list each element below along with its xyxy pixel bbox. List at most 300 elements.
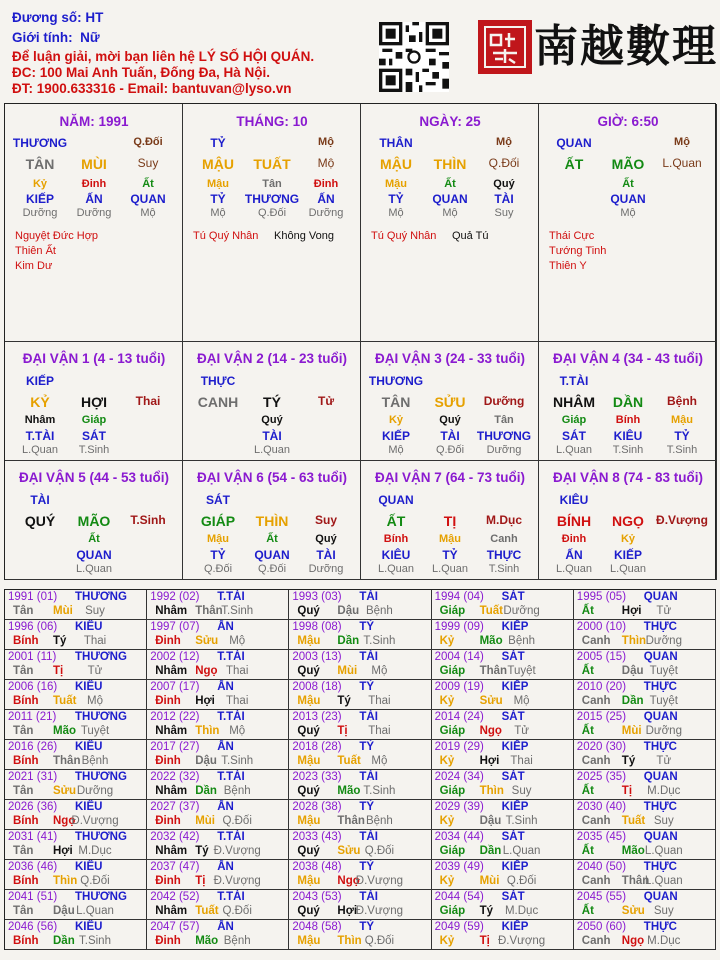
year-state: M.Dục	[504, 905, 539, 917]
year-state: T.Sinh	[505, 815, 538, 827]
year-god: QUAN	[643, 591, 678, 603]
hidden-god: THƯƠNG	[244, 192, 300, 206]
year-label: 2044 (54)	[434, 891, 484, 903]
year-stem: Kỷ	[439, 695, 455, 707]
year-cell	[574, 920, 716, 950]
year-stem: Canh	[581, 755, 611, 767]
address-line: ĐC: 100 Mai Anh Tuấn, Đống Đa, Hà Nội.	[12, 65, 271, 80]
year-god: QUAN	[643, 891, 678, 903]
phone-line: ĐT: 1900.633316 - Email: bantuvan@lyso.vn	[12, 81, 292, 96]
years-grid	[4, 589, 716, 950]
hidden-god: TỶ	[442, 548, 458, 562]
year-god: THƯƠNG	[75, 831, 127, 843]
year-state: L.Quan	[644, 845, 683, 857]
year-cell	[289, 710, 431, 740]
year-cell	[432, 890, 574, 920]
year-stem: Nhâm	[155, 845, 188, 857]
year-cell	[5, 620, 147, 650]
year-god: ẤN	[217, 861, 234, 873]
year-stem: Nhâm	[155, 665, 188, 677]
pillar-cell-2	[361, 104, 539, 342]
year-state: Suy	[653, 815, 674, 827]
year-branch: Tuất	[53, 695, 77, 707]
dai-van-main-1: THÌN	[255, 513, 289, 529]
year-branch: Tý	[53, 635, 67, 647]
year-label: 1991 (01)	[8, 591, 58, 603]
year-stem: Quý	[297, 725, 320, 737]
year-state: Tuyệt	[507, 665, 536, 677]
year-state: Tuyệt	[649, 665, 678, 677]
dai-van-main-1: MÃO	[77, 513, 111, 529]
dai-van-main-0: TÂN	[381, 394, 411, 410]
year-label: 1997 (07)	[150, 621, 200, 633]
pillar-top-god: THÂN	[379, 136, 413, 150]
pillar-top-state: Q.Đối	[133, 136, 163, 148]
year-branch: Mùi	[53, 605, 73, 617]
hidden-state: L.Quan	[609, 563, 647, 575]
pillar-top-state: Mộ	[318, 136, 334, 148]
year-stem: Nhâm	[155, 785, 188, 797]
hidden-stem: Đinh	[313, 178, 339, 190]
year-god: T.TÀI	[217, 651, 245, 663]
year-god: KIÊU	[75, 801, 103, 813]
year-state: Q.Đối	[80, 875, 110, 887]
year-branch: Tuất	[195, 905, 219, 917]
year-state: Bệnh	[223, 935, 251, 947]
year-state: Tử	[514, 725, 529, 737]
year-state: Đ.Vượng	[71, 815, 119, 827]
year-cell	[147, 650, 289, 680]
hidden-god: TỶ	[388, 192, 404, 206]
star-item: Thiên Ất	[15, 245, 56, 257]
hidden-stem: Kỷ	[388, 414, 404, 426]
dai-van-main-1: HỢI	[81, 394, 107, 410]
year-state: Tử	[656, 605, 672, 617]
year-state: Tử	[87, 665, 103, 677]
hidden-god: ẤN	[317, 192, 335, 206]
year-stem: Canh	[581, 815, 611, 827]
pillar-main-2: Mộ	[317, 156, 335, 170]
year-stem: Mậu	[297, 935, 321, 947]
year-god: TỶ	[359, 741, 375, 753]
year-cell	[147, 770, 289, 800]
hidden-god: T.TÀI	[25, 429, 55, 443]
year-stem: Đinh	[155, 755, 181, 767]
pillar-main-1: THÌN	[433, 156, 467, 172]
year-state: Bệnh	[508, 635, 536, 647]
year-stem: Ất	[581, 605, 594, 617]
year-state: Dưỡng	[645, 725, 682, 737]
year-branch: Tý	[479, 905, 494, 917]
year-state: Bệnh	[365, 815, 393, 827]
year-stem: Mậu	[297, 635, 321, 647]
year-cell	[5, 800, 147, 830]
year-label: 2040 (50)	[576, 861, 627, 873]
year-god: QUAN	[643, 651, 678, 663]
hidden-god: QUAN	[76, 548, 112, 562]
year-label: 2019 (29)	[434, 741, 484, 753]
gioi-tinh	[12, 30, 100, 45]
contact-line: Để luận giải, mời bạn liên hệ LÝ SỐ HỘI QUÁN.	[12, 49, 315, 64]
year-branch: Hợi	[337, 905, 358, 917]
pillar-top-god: QUAN	[556, 136, 592, 150]
year-stem: Ất	[581, 785, 594, 797]
year-god: KIẾP	[501, 861, 529, 873]
year-label: 2014 (24)	[434, 711, 484, 723]
year-state: Bệnh	[81, 755, 109, 767]
year-god: TỶ	[359, 861, 375, 873]
pillar-cell-0	[5, 104, 183, 342]
year-cell	[432, 830, 574, 860]
year-stem: Canh	[581, 695, 611, 707]
hidden-state: L.Quan	[75, 563, 113, 575]
year-branch: Sửu	[479, 695, 503, 707]
year-god: THỰC	[643, 801, 677, 813]
year-state: Thai	[368, 725, 391, 737]
dai-van-god: SÁT	[206, 493, 230, 507]
year-branch: Ngọ	[53, 815, 76, 827]
year-branch: Tý	[337, 695, 351, 707]
year-cell	[289, 860, 431, 890]
year-label: 1998 (08)	[292, 621, 342, 633]
year-branch: Sửu	[621, 905, 645, 917]
hidden-state: L.Quan	[555, 444, 593, 456]
year-cell	[289, 590, 431, 620]
pillar-main-0: MẬU	[202, 156, 234, 172]
year-label: 2030 (40)	[576, 801, 627, 813]
hidden-stem: Đinh	[561, 533, 587, 545]
year-stem: Bính	[13, 755, 39, 767]
year-label: 2048 (58)	[292, 921, 342, 933]
year-god: TỶ	[359, 621, 375, 633]
year-branch: Mùi	[337, 665, 358, 677]
year-state: Thai	[368, 695, 391, 707]
year-god: THƯƠNG	[75, 591, 127, 603]
hidden-stem: Kỷ	[620, 533, 636, 545]
year-label: 2046 (56)	[8, 921, 58, 933]
dai-van-cell-7	[361, 461, 539, 580]
year-stem: Đinh	[155, 875, 181, 887]
year-stem: Mậu	[297, 815, 321, 827]
year-label: 2009 (19)	[434, 681, 484, 693]
year-label: 2031 (41)	[8, 831, 58, 843]
year-branch: Tuất	[621, 815, 646, 827]
hidden-god: KIẾP	[25, 192, 55, 206]
dai-van-title: ĐẠI VẬN 6 (54 - 63 tuổi)	[196, 470, 348, 485]
year-cell	[5, 710, 147, 740]
year-cell	[5, 770, 147, 800]
star-item: Nguyệt Đức Hợp	[15, 230, 99, 242]
year-state: Dưỡng	[503, 605, 540, 617]
seal-icon	[478, 20, 532, 74]
year-cell	[5, 650, 147, 680]
year-state: T.Sinh	[79, 935, 111, 947]
year-state: Thai	[226, 695, 249, 707]
hidden-stem: Ất	[88, 533, 100, 545]
year-state: Đ.Vượng	[213, 845, 261, 857]
year-state: Q.Đối	[364, 935, 395, 947]
year-stem: Canh	[581, 875, 611, 887]
year-god: KIẾP	[501, 741, 529, 753]
star-item: Tú Quý Nhân	[193, 230, 259, 242]
year-branch: Tị	[337, 725, 348, 737]
dai-van-main-0: ẤT	[386, 513, 406, 529]
ma-so: Đương số: HT	[12, 10, 104, 25]
hidden-state: L.Quan	[555, 563, 593, 575]
year-branch: Ngọ	[621, 935, 645, 947]
year-state: M.Dục	[647, 935, 681, 947]
year-god: T.TÀI	[217, 711, 245, 723]
hidden-stem: Bính	[383, 533, 409, 545]
dai-van-title: ĐẠI VẬN 4 (34 - 43 tuổi)	[552, 351, 704, 366]
year-god: TỶ	[359, 801, 375, 813]
year-state: Tuyệt	[649, 695, 678, 707]
year-label: 2002 (12)	[150, 651, 200, 663]
star-item: Không Vong	[274, 230, 334, 242]
year-cell	[574, 770, 716, 800]
pillars-grid	[4, 103, 716, 580]
hidden-state: L.Quan	[431, 563, 469, 575]
year-cell	[5, 590, 147, 620]
year-cell	[147, 590, 289, 620]
year-cell	[432, 650, 574, 680]
year-god: TÀI	[359, 651, 378, 663]
year-stem: Tân	[13, 785, 34, 797]
year-cell	[289, 830, 431, 860]
year-state: Dưỡng	[645, 635, 682, 647]
year-label: 2047 (57)	[150, 921, 200, 933]
year-cell	[289, 680, 431, 710]
year-label: 2016 (26)	[8, 741, 58, 753]
year-stem: Tân	[13, 845, 34, 857]
dai-van-cell-3	[361, 342, 539, 461]
hidden-stem: Bính	[615, 414, 641, 426]
year-state: Dưỡng	[76, 785, 114, 797]
hidden-god: TÀI	[494, 192, 514, 206]
hidden-stem: Giáp	[561, 414, 587, 426]
year-god: ẤN	[217, 801, 234, 813]
year-branch: Mùi	[621, 725, 642, 737]
pillar-main-1: TUẤT	[253, 156, 291, 172]
year-god: KIẾP	[501, 921, 529, 933]
dai-van-cell-5	[5, 461, 183, 580]
year-label: 1995 (05)	[576, 591, 627, 603]
hidden-state: L.Quan	[21, 444, 59, 456]
year-god: QUAN	[643, 831, 678, 843]
hidden-god: KIẾP	[613, 548, 643, 562]
year-god: THỰC	[643, 861, 677, 873]
dai-van-main-0: NHÂM	[553, 394, 595, 410]
year-state: T.Sinh	[363, 635, 396, 647]
hidden-god: TỶ	[210, 192, 226, 206]
year-stem: Giáp	[439, 785, 466, 797]
year-branch: Dậu	[621, 665, 644, 677]
hidden-god: TÀI	[262, 429, 282, 443]
hidden-god: THƯƠNG	[476, 429, 532, 443]
year-branch: Tị	[479, 935, 490, 947]
year-branch: Tị	[195, 875, 206, 887]
year-branch: Mùi	[479, 875, 500, 887]
year-label: 2011 (21)	[8, 711, 57, 723]
year-state: T.Sinh	[221, 605, 254, 617]
year-god: THỰC	[643, 621, 677, 633]
year-state: Thai	[83, 635, 107, 647]
year-stem: Giáp	[439, 605, 466, 617]
year-cell	[5, 860, 147, 890]
hidden-state: Mộ	[388, 207, 404, 219]
hidden-god: KIÊU	[381, 548, 411, 562]
year-stem: Canh	[581, 935, 611, 947]
hidden-state: Dưỡng	[308, 563, 344, 575]
year-stem: Ất	[581, 845, 594, 857]
year-label: 2000 (10)	[576, 621, 627, 633]
hidden-stem: Mậu	[207, 533, 229, 545]
year-cell	[432, 710, 574, 740]
year-god: THƯƠNG	[75, 771, 127, 783]
dai-van-title: ĐẠI VẬN 5 (44 - 53 tuổi)	[18, 470, 170, 485]
hidden-god: SÁT	[82, 429, 106, 443]
year-label: 2037 (47)	[150, 861, 200, 873]
year-stem: Quý	[297, 905, 320, 917]
brand-title: 南越數理	[534, 21, 718, 72]
year-stem: Tân	[13, 725, 34, 737]
year-god: SÁT	[501, 591, 525, 603]
year-branch: Ngọ	[337, 875, 360, 887]
year-stem: Đinh	[155, 635, 181, 647]
year-cell	[289, 650, 431, 680]
year-cell	[574, 890, 716, 920]
hidden-state: T.Sinh	[78, 444, 110, 456]
dai-van-title: ĐẠI VẬN 1 (4 - 13 tuổi)	[22, 351, 166, 366]
year-branch: Mùi	[195, 815, 215, 827]
year-branch: Thìn	[195, 725, 220, 737]
pillar-main-2: Suy	[137, 156, 159, 170]
year-stem: Đinh	[155, 815, 181, 827]
year-stem: Ất	[581, 905, 594, 917]
hidden-state: Q.Đối	[257, 207, 287, 219]
hidden-stem: Mậu	[671, 414, 693, 426]
year-god: THỰC	[643, 681, 677, 693]
year-god: TÀI	[359, 771, 378, 783]
year-cell	[289, 620, 431, 650]
year-label: 2003 (13)	[292, 651, 342, 663]
year-label: 2025 (35)	[576, 771, 627, 783]
year-stem: Kỷ	[439, 755, 455, 767]
year-god: KIÊU	[75, 861, 103, 873]
year-branch: Tuất	[479, 605, 504, 617]
year-stem: Giáp	[439, 845, 466, 857]
year-cell	[574, 860, 716, 890]
hidden-god: QUAN	[610, 192, 646, 206]
dai-van-title: ĐẠI VẬN 2 (14 - 23 tuổi)	[196, 351, 348, 366]
year-cell	[432, 680, 574, 710]
hidden-state: Mộ	[388, 444, 404, 456]
year-god: KIÊU	[75, 741, 103, 753]
year-state: T.Sinh	[363, 785, 396, 797]
dai-van-main-1: DẦN	[612, 394, 644, 410]
pillar-title: GIỜ: 6:50	[597, 114, 659, 129]
hidden-god: TÀI	[316, 548, 336, 562]
year-stem: Tân	[13, 665, 34, 677]
hidden-state: Dưỡng	[22, 207, 58, 219]
year-god: T.TÀI	[217, 891, 245, 903]
dai-van-main-1: SỬU	[434, 394, 466, 410]
dai-van-main-2: Suy	[314, 513, 338, 527]
year-stem: Đinh	[155, 695, 181, 707]
year-label: 2035 (45)	[576, 831, 627, 843]
year-stem: Quý	[297, 845, 320, 857]
year-label: 1993 (03)	[292, 591, 342, 603]
year-stem: Nhâm	[155, 725, 188, 737]
hidden-god: ẤN	[565, 548, 583, 562]
year-label: 2022 (32)	[150, 771, 200, 783]
year-branch: Thìn	[337, 935, 362, 947]
dai-van-god: TÀI	[30, 493, 50, 507]
year-label: 2013 (23)	[292, 711, 342, 723]
hidden-state: Q.Đối	[203, 563, 233, 575]
year-stem: Giáp	[439, 725, 466, 737]
year-label: 2007 (17)	[150, 681, 200, 693]
dai-van-cell-2	[183, 342, 361, 461]
year-branch: Thìn	[479, 785, 504, 797]
hidden-stem: Ất	[444, 178, 456, 190]
year-cell	[147, 680, 289, 710]
year-stem: Kỷ	[439, 875, 455, 887]
dai-van-cell-1	[5, 342, 183, 461]
year-label: 1992 (02)	[150, 591, 200, 603]
hidden-stem: Mậu	[385, 178, 407, 190]
year-god: SÁT	[501, 831, 525, 843]
year-label: 2020 (30)	[576, 741, 627, 753]
year-cell	[432, 800, 574, 830]
year-label: 2010 (20)	[576, 681, 627, 693]
year-label: 2024 (34)	[434, 771, 484, 783]
year-state: L.Quan	[644, 875, 683, 887]
year-god: SÁT	[501, 651, 525, 663]
year-branch: Dần	[195, 785, 217, 797]
year-god: THƯƠNG	[75, 711, 127, 723]
hidden-state: Mộ	[442, 207, 458, 219]
year-god: T.TÀI	[217, 831, 245, 843]
year-label: 2018 (28)	[292, 741, 342, 753]
pillar-title: NGÀY: 25	[419, 114, 481, 129]
hidden-state: Suy	[494, 207, 514, 219]
year-branch: Dần	[337, 635, 360, 647]
hidden-stem: Nhâm	[24, 414, 56, 426]
year-stem: Mậu	[297, 755, 321, 767]
year-cell	[432, 770, 574, 800]
year-branch: Dậu	[479, 815, 502, 827]
hidden-god: SÁT	[562, 429, 586, 443]
year-label: 2036 (46)	[8, 861, 58, 873]
hidden-state: Mộ	[140, 207, 156, 219]
hidden-stem: Quý	[493, 178, 515, 190]
pillar-main-0: MẬU	[380, 156, 412, 172]
year-label: 2005 (15)	[576, 651, 627, 663]
year-cell	[432, 920, 574, 950]
year-state: Tuyệt	[80, 725, 110, 737]
year-state: M.Dục	[647, 785, 681, 797]
year-stem: Đinh	[155, 935, 181, 947]
year-state: Tử	[656, 755, 672, 767]
pillar-cell-3	[539, 104, 717, 342]
year-stem: Tân	[13, 905, 34, 917]
dai-van-main-2: M.Dục	[486, 513, 522, 527]
year-state: Thai	[226, 665, 249, 677]
year-label: 2012 (22)	[150, 711, 200, 723]
year-state: Đ.Vượng	[355, 905, 403, 917]
star-item: Thái Cực	[549, 230, 595, 242]
